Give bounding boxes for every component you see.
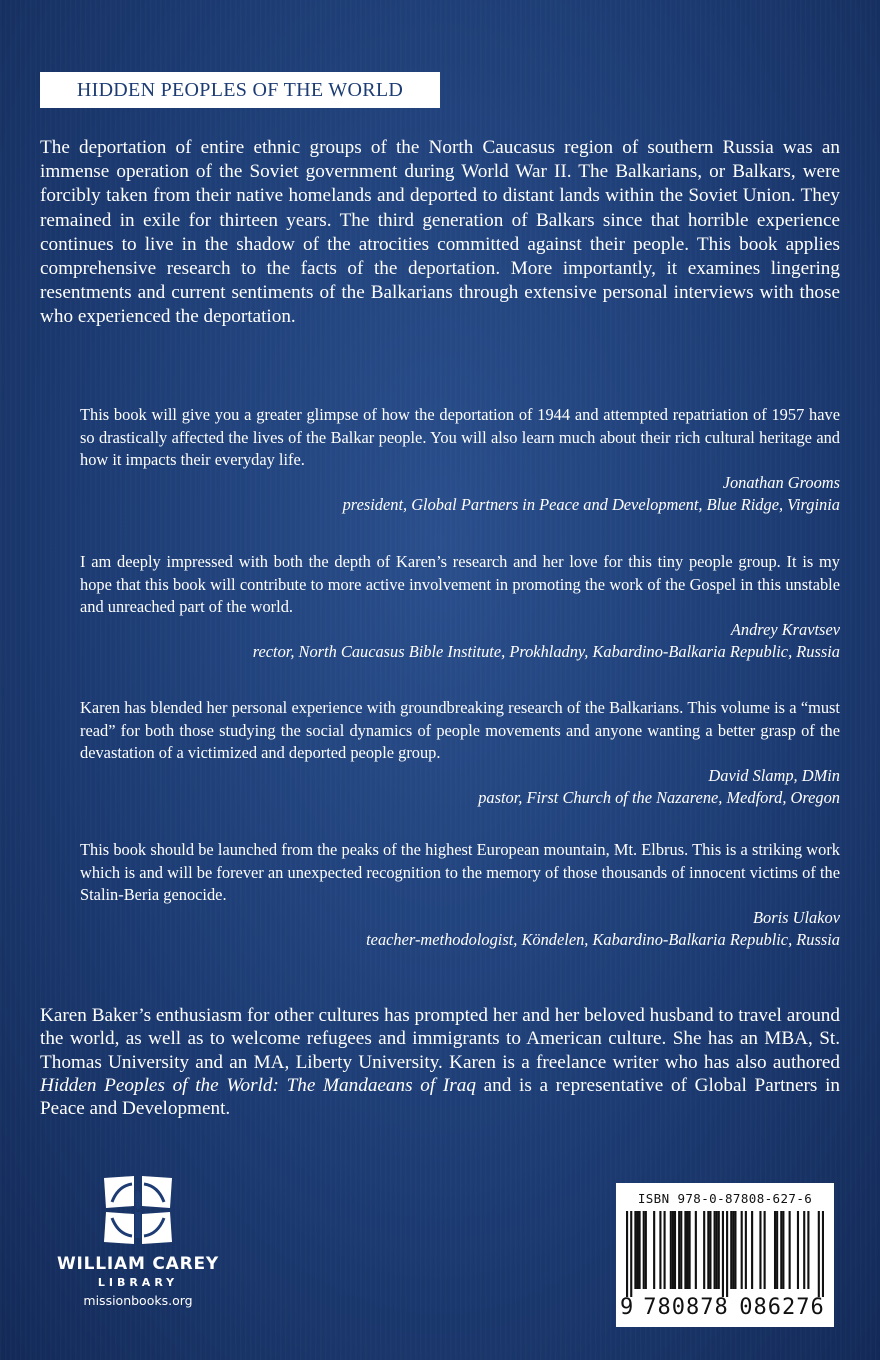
endorsement-quote: Karen has blended her personal experience with groundbreaking research of the Balkarians. This volume is a “must read” for both those studying the social dynamics of people movements and anyone wanting a better grasp of the devastation of a victimized and deported people group.: [80, 698, 840, 762]
barcode-bar: [741, 1211, 743, 1289]
barcode-digits: [620, 1295, 832, 1320]
barcode-bar: [659, 1211, 661, 1289]
barcode-bar: [664, 1211, 666, 1289]
barcode-bar: [674, 1211, 676, 1289]
endorsement-quote: This book will give you a greater glimpse of how the deportation of 1944 and attempted repatriation of 1957 have so drastically affected the lives of the Balkar people. You will also learn much about their rich cultural heritage and how it impacts their everyday life.: [80, 405, 840, 469]
barcode-bar: [689, 1211, 691, 1289]
barcode-left-digits: 780878: [643, 1295, 729, 1320]
publisher-logo: [38, 1172, 238, 1322]
barcode-bar: [722, 1211, 724, 1297]
barcode-bar: [782, 1211, 784, 1289]
barcode-bar: [774, 1211, 776, 1289]
barcode-bar: [709, 1211, 711, 1289]
barcode-bar: [680, 1211, 682, 1289]
barcode-bar: [716, 1211, 718, 1289]
barcode-bar: [645, 1211, 647, 1289]
cross-flame-icon: [98, 1172, 178, 1248]
barcode-bar: [734, 1211, 736, 1289]
barcode-bar: [714, 1211, 716, 1289]
barcode-bar: [639, 1211, 641, 1289]
barcode-bar: [776, 1211, 778, 1289]
barcode-bar: [789, 1211, 791, 1289]
endorser-role: president, Global Partners in Peace and Development, Blue Ridge, Virginia: [342, 495, 840, 514]
barcode-bar: [670, 1211, 672, 1289]
author-bio-text-end: and is a representative of Global Partners in Peace and Development.: [40, 1074, 840, 1120]
series-title: HIDDEN PEOPLES OF THE WORLD: [40, 72, 440, 108]
isbn-label: ISBN 978-0-87808-627-6: [637, 1191, 813, 1206]
barcode-bar: [672, 1211, 674, 1289]
author-bio-text: Karen Baker’s enthusiasm for other cultures has prompted her and her beloved husband to travel around the world, as well as to welcome refugees and immigrants to American culture. She has an MBA, St. Thomas University and an MA, Liberty University. Karen is a freelance writer who has also authored: [40, 1005, 840, 1073]
barcode-bar: [678, 1211, 680, 1289]
barcode-lead-digit: 9: [620, 1295, 635, 1320]
barcode-bar: [732, 1211, 734, 1289]
author-book-title: Hidden Peoples of the World: The Mandaeans of Iraq: [40, 1074, 476, 1096]
publisher-sub: LIBRARY: [97, 1276, 179, 1289]
endorser-name: Jonathan Grooms: [722, 472, 840, 492]
barcode-bar: [751, 1211, 753, 1289]
barcode-bar: [803, 1211, 805, 1289]
endorser-name: David Slamp, DMin: [708, 765, 840, 785]
barcode-bar: [634, 1211, 636, 1289]
barcode-bar: [807, 1211, 809, 1289]
endorsement-1: [80, 404, 840, 517]
barcode-bar: [797, 1211, 799, 1289]
barcode-bars: [626, 1211, 824, 1297]
barcode-bar: [703, 1211, 705, 1289]
publisher-name: WILLIAM CAREY: [56, 1254, 220, 1274]
barcode-bar: [707, 1211, 709, 1289]
barcode-bar: [653, 1211, 655, 1289]
barcode-bar: [695, 1211, 697, 1289]
barcode-bar: [759, 1211, 761, 1289]
endorser-role: teacher-methodologist, Köndelen, Kabardino-Balkaria Republic, Russia: [366, 930, 840, 949]
endorsement-quote: This book should be launched from the peaks of the highest European mountain, Mt. Elbrus. This is a striking work which is and will be forever an unexpected recognition to the memory of those thousands of innocent victims of the Stalin-Beria genocide.: [80, 840, 840, 904]
author-bio: [40, 1004, 840, 1120]
barcode-bar: [643, 1211, 645, 1289]
endorser-name: Boris Ulakov: [753, 907, 840, 927]
endorsement-quote: I am deeply impressed with both the depth of Karen’s research and her love for this tiny people group. It is my hope that this book will contribute to more active involvement in promoting the work of the Gospel in this unstable and unreached part of the world.: [80, 552, 840, 616]
barcode-bar: [780, 1211, 782, 1289]
endorsement-4: [80, 839, 840, 952]
isbn-barcode: [616, 1183, 834, 1327]
barcode-bar: [730, 1211, 732, 1289]
endorsement-3: [80, 697, 840, 810]
barcode-bar: [684, 1211, 686, 1289]
barcode-bar: [718, 1211, 720, 1289]
barcode-bar: [686, 1211, 688, 1289]
barcode-right-digits: 086276: [739, 1295, 825, 1320]
endorser-role: rector, North Caucasus Bible Institute, Prokhladny, Kabardino-Balkaria Republic, Russia: [252, 642, 840, 661]
endorser-role: pastor, First Church of the Nazarene, Medford, Oregon: [478, 788, 840, 807]
barcode-bar: [822, 1211, 824, 1297]
book-blurb: The deportation of entire ethnic groups of the North Caucasus region of southern Russia was an immense operation of the Soviet government during World War II. The Balkarians, or Balkars, were forcibly taken from their native homelands and deported to distant lands within the Soviet Union. They remained in exile for thirteen years. The third generation of Balkars since that horrible experience continues to live in the shadow of the atrocities committed against their people. This book applies comprehensive research to the facts of the deportation. More importantly, it examines lingering resentments and current sentiments of the Balkarians through extensive personal interviews with those who experienced the deportation.: [40, 137, 840, 328]
barcode-bar: [745, 1211, 747, 1289]
barcode-bar: [630, 1211, 632, 1297]
barcode-bar: [726, 1211, 728, 1297]
barcode-bar: [636, 1211, 638, 1289]
endorser-name: Andrey Kravtsev: [730, 619, 840, 639]
barcode-bar: [818, 1211, 820, 1297]
barcode-bar: [764, 1211, 766, 1289]
publisher-url: missionbooks.org: [83, 1293, 193, 1308]
barcode-bar: [626, 1211, 628, 1297]
endorsement-2: [80, 551, 840, 664]
